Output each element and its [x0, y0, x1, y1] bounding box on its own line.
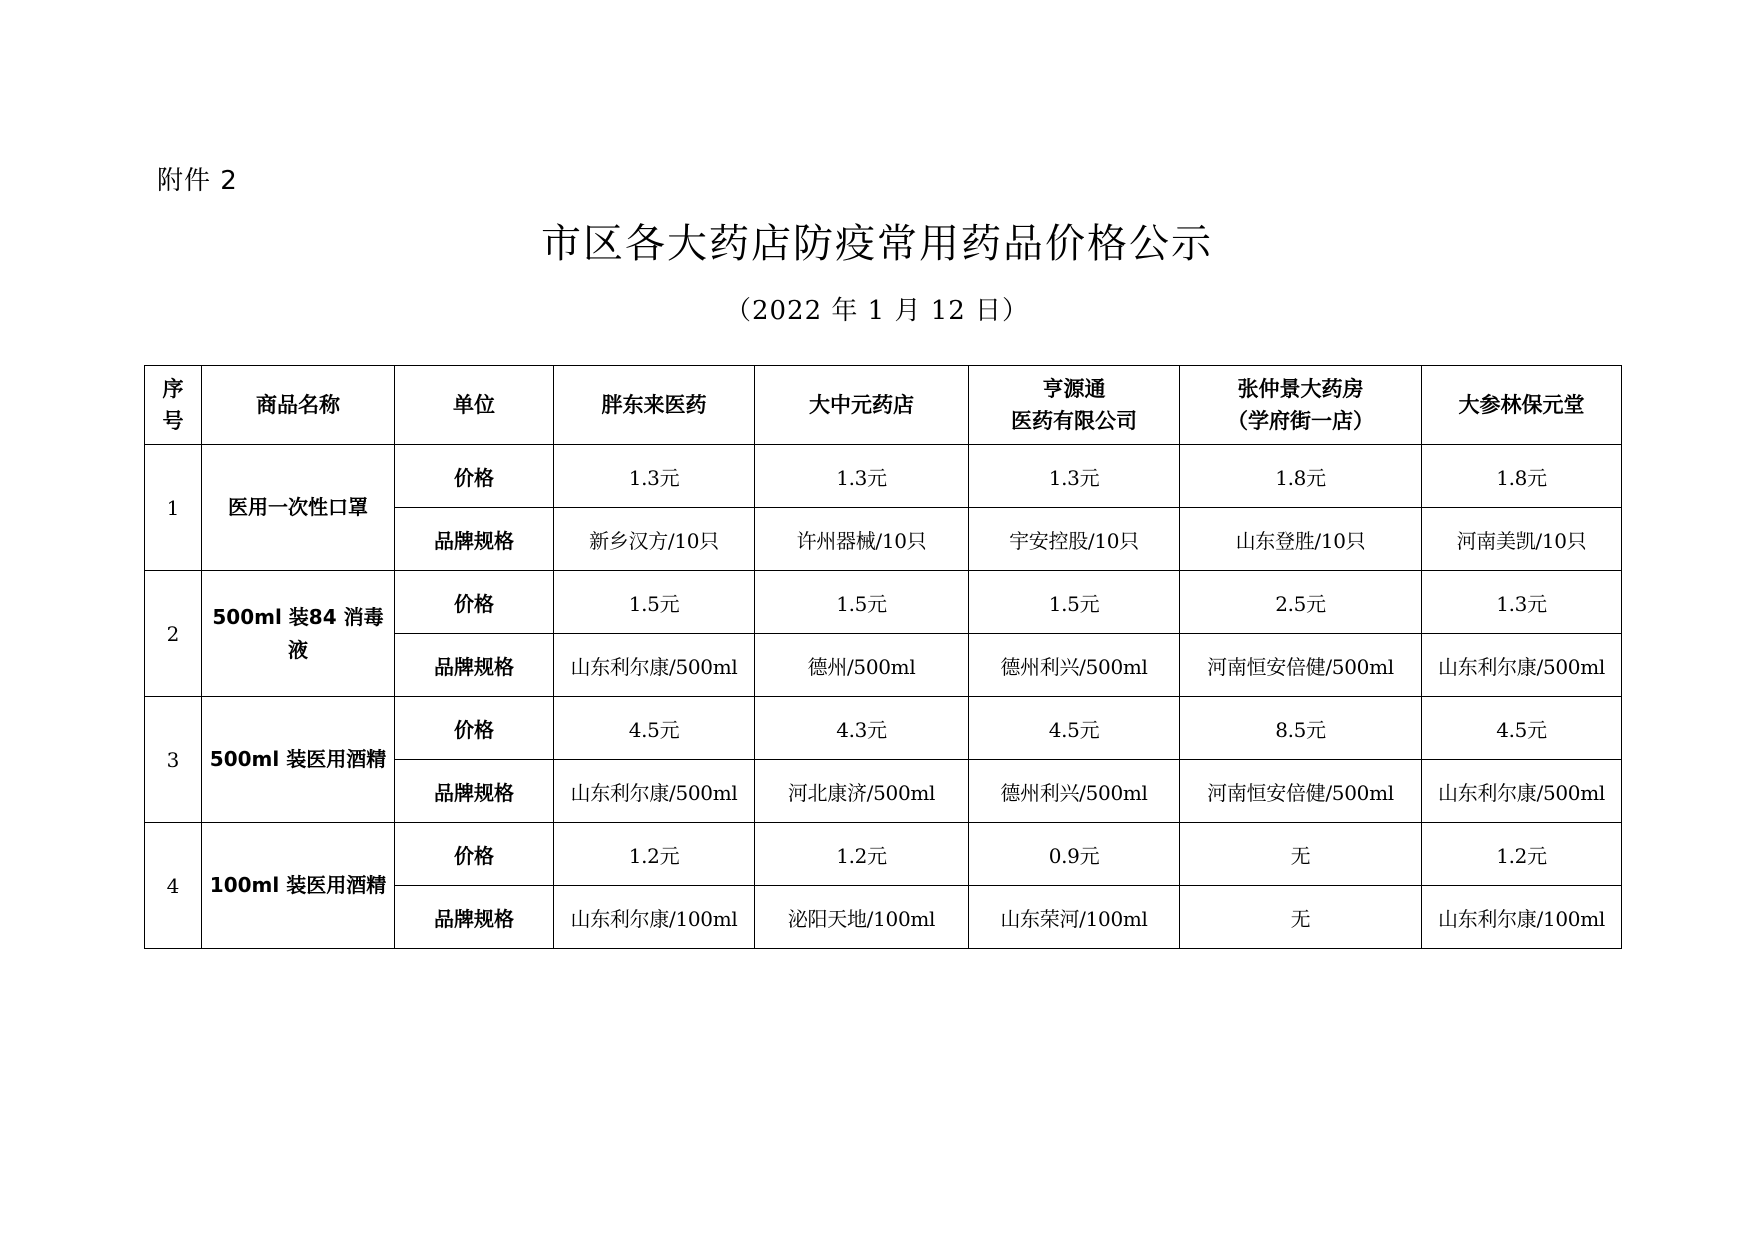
header-index-line: 序 — [162, 377, 184, 401]
header-store — [554, 366, 755, 445]
brand-cell: 许州器械/10只 — [755, 508, 969, 571]
brand-cell: 河北康济/500ml — [755, 760, 969, 823]
price-label: 价格 — [395, 823, 554, 886]
brand-cell: 山东利尔康/100ml — [1422, 886, 1622, 949]
price-label: 价格 — [395, 571, 554, 634]
brand-cell: 泌阳天地/100ml — [755, 886, 969, 949]
brand-cell: 山东利尔康/500ml — [554, 634, 755, 697]
price-cell: 4.5元 — [969, 697, 1180, 760]
brand-cell: 河南恒安倍健/500ml — [1180, 634, 1422, 697]
price-cell: 1.2元 — [554, 823, 755, 886]
store-name-line: （学府街一店） — [1227, 409, 1374, 433]
product-name: 500ml 装84 消毒液 — [202, 571, 395, 697]
store-name-line: 胖东来医药 — [601, 393, 707, 417]
price-cell: 2.5元 — [1180, 571, 1422, 634]
brand-cell: 德州利兴/500ml — [969, 760, 1180, 823]
price-cell: 1.5元 — [969, 571, 1180, 634]
table-row-price — [145, 823, 1622, 886]
header-index — [145, 366, 202, 445]
store-name-line: 大参林保元堂 — [1458, 393, 1585, 417]
brand-cell: 德州/500ml — [755, 634, 969, 697]
product-name: 100ml 装医用酒精 — [202, 823, 395, 949]
header-store — [755, 366, 969, 445]
store-name-line: 张仲景大药房 — [1237, 377, 1364, 401]
product-name: 医用一次性口罩 — [202, 445, 395, 571]
attachment-label: 附件 2 — [157, 166, 238, 196]
store-name-line: 亨源通 — [1042, 377, 1106, 401]
price-label: 价格 — [395, 445, 554, 508]
brand-cell: 河南美凯/10只 — [1422, 508, 1622, 571]
brand-cell: 山东利尔康/100ml — [554, 886, 755, 949]
row-index: 2 — [145, 571, 202, 697]
header-unit: 单位 — [395, 366, 554, 445]
row-index: 4 — [145, 823, 202, 949]
header-index-line: 号 — [162, 409, 184, 433]
table-header-row — [145, 366, 1622, 445]
brand-cell: 新乡汉方/10只 — [554, 508, 755, 571]
publish-date: （2022 年 1 月 12 日） — [724, 296, 1030, 326]
price-cell: 1.8元 — [1422, 445, 1622, 508]
brand-label: 品牌规格 — [395, 760, 554, 823]
brand-cell: 山东荣河/100ml — [969, 886, 1180, 949]
brand-cell: 山东利尔康/500ml — [1422, 760, 1622, 823]
price-cell: 8.5元 — [1180, 697, 1422, 760]
header-store — [969, 366, 1180, 445]
brand-cell: 山东登胜/10只 — [1180, 508, 1422, 571]
brand-cell: 山东利尔康/500ml — [554, 760, 755, 823]
brand-label: 品牌规格 — [395, 886, 554, 949]
brand-cell: 宇安控股/10只 — [969, 508, 1180, 571]
brand-cell: 德州利兴/500ml — [969, 634, 1180, 697]
product-name: 500ml 装医用酒精 — [202, 697, 395, 823]
price-table — [144, 365, 1622, 949]
brand-cell: 河南恒安倍健/500ml — [1180, 760, 1422, 823]
header-store — [1422, 366, 1622, 445]
table-row-price — [145, 697, 1622, 760]
price-cell: 1.3元 — [1422, 571, 1622, 634]
price-cell: 4.5元 — [554, 697, 755, 760]
brand-cell: 无 — [1180, 886, 1422, 949]
price-cell: 1.3元 — [554, 445, 755, 508]
price-label: 价格 — [395, 697, 554, 760]
store-name-line: 大中元药店 — [809, 393, 914, 417]
store-name-line: 医药有限公司 — [1011, 409, 1137, 433]
price-cell: 4.5元 — [1422, 697, 1622, 760]
price-cell: 0.9元 — [969, 823, 1180, 886]
price-cell: 1.5元 — [554, 571, 755, 634]
table-row-price — [145, 445, 1622, 508]
price-cell: 1.3元 — [969, 445, 1180, 508]
price-cell: 1.3元 — [755, 445, 969, 508]
header-store — [1180, 366, 1422, 445]
price-cell: 1.2元 — [1422, 823, 1622, 886]
brand-label: 品牌规格 — [395, 634, 554, 697]
row-index: 3 — [145, 697, 202, 823]
row-index: 1 — [145, 445, 202, 571]
header-product-name: 商品名称 — [202, 366, 395, 445]
price-cell: 1.5元 — [755, 571, 969, 634]
brand-label: 品牌规格 — [395, 508, 554, 571]
price-cell: 1.2元 — [755, 823, 969, 886]
table-row-price — [145, 571, 1622, 634]
price-cell: 1.8元 — [1180, 445, 1422, 508]
price-cell: 4.3元 — [755, 697, 969, 760]
price-cell: 无 — [1180, 823, 1422, 886]
brand-cell: 山东利尔康/500ml — [1422, 634, 1622, 697]
page-title: 市区各大药店防疫常用药品价格公示 — [541, 221, 1213, 267]
